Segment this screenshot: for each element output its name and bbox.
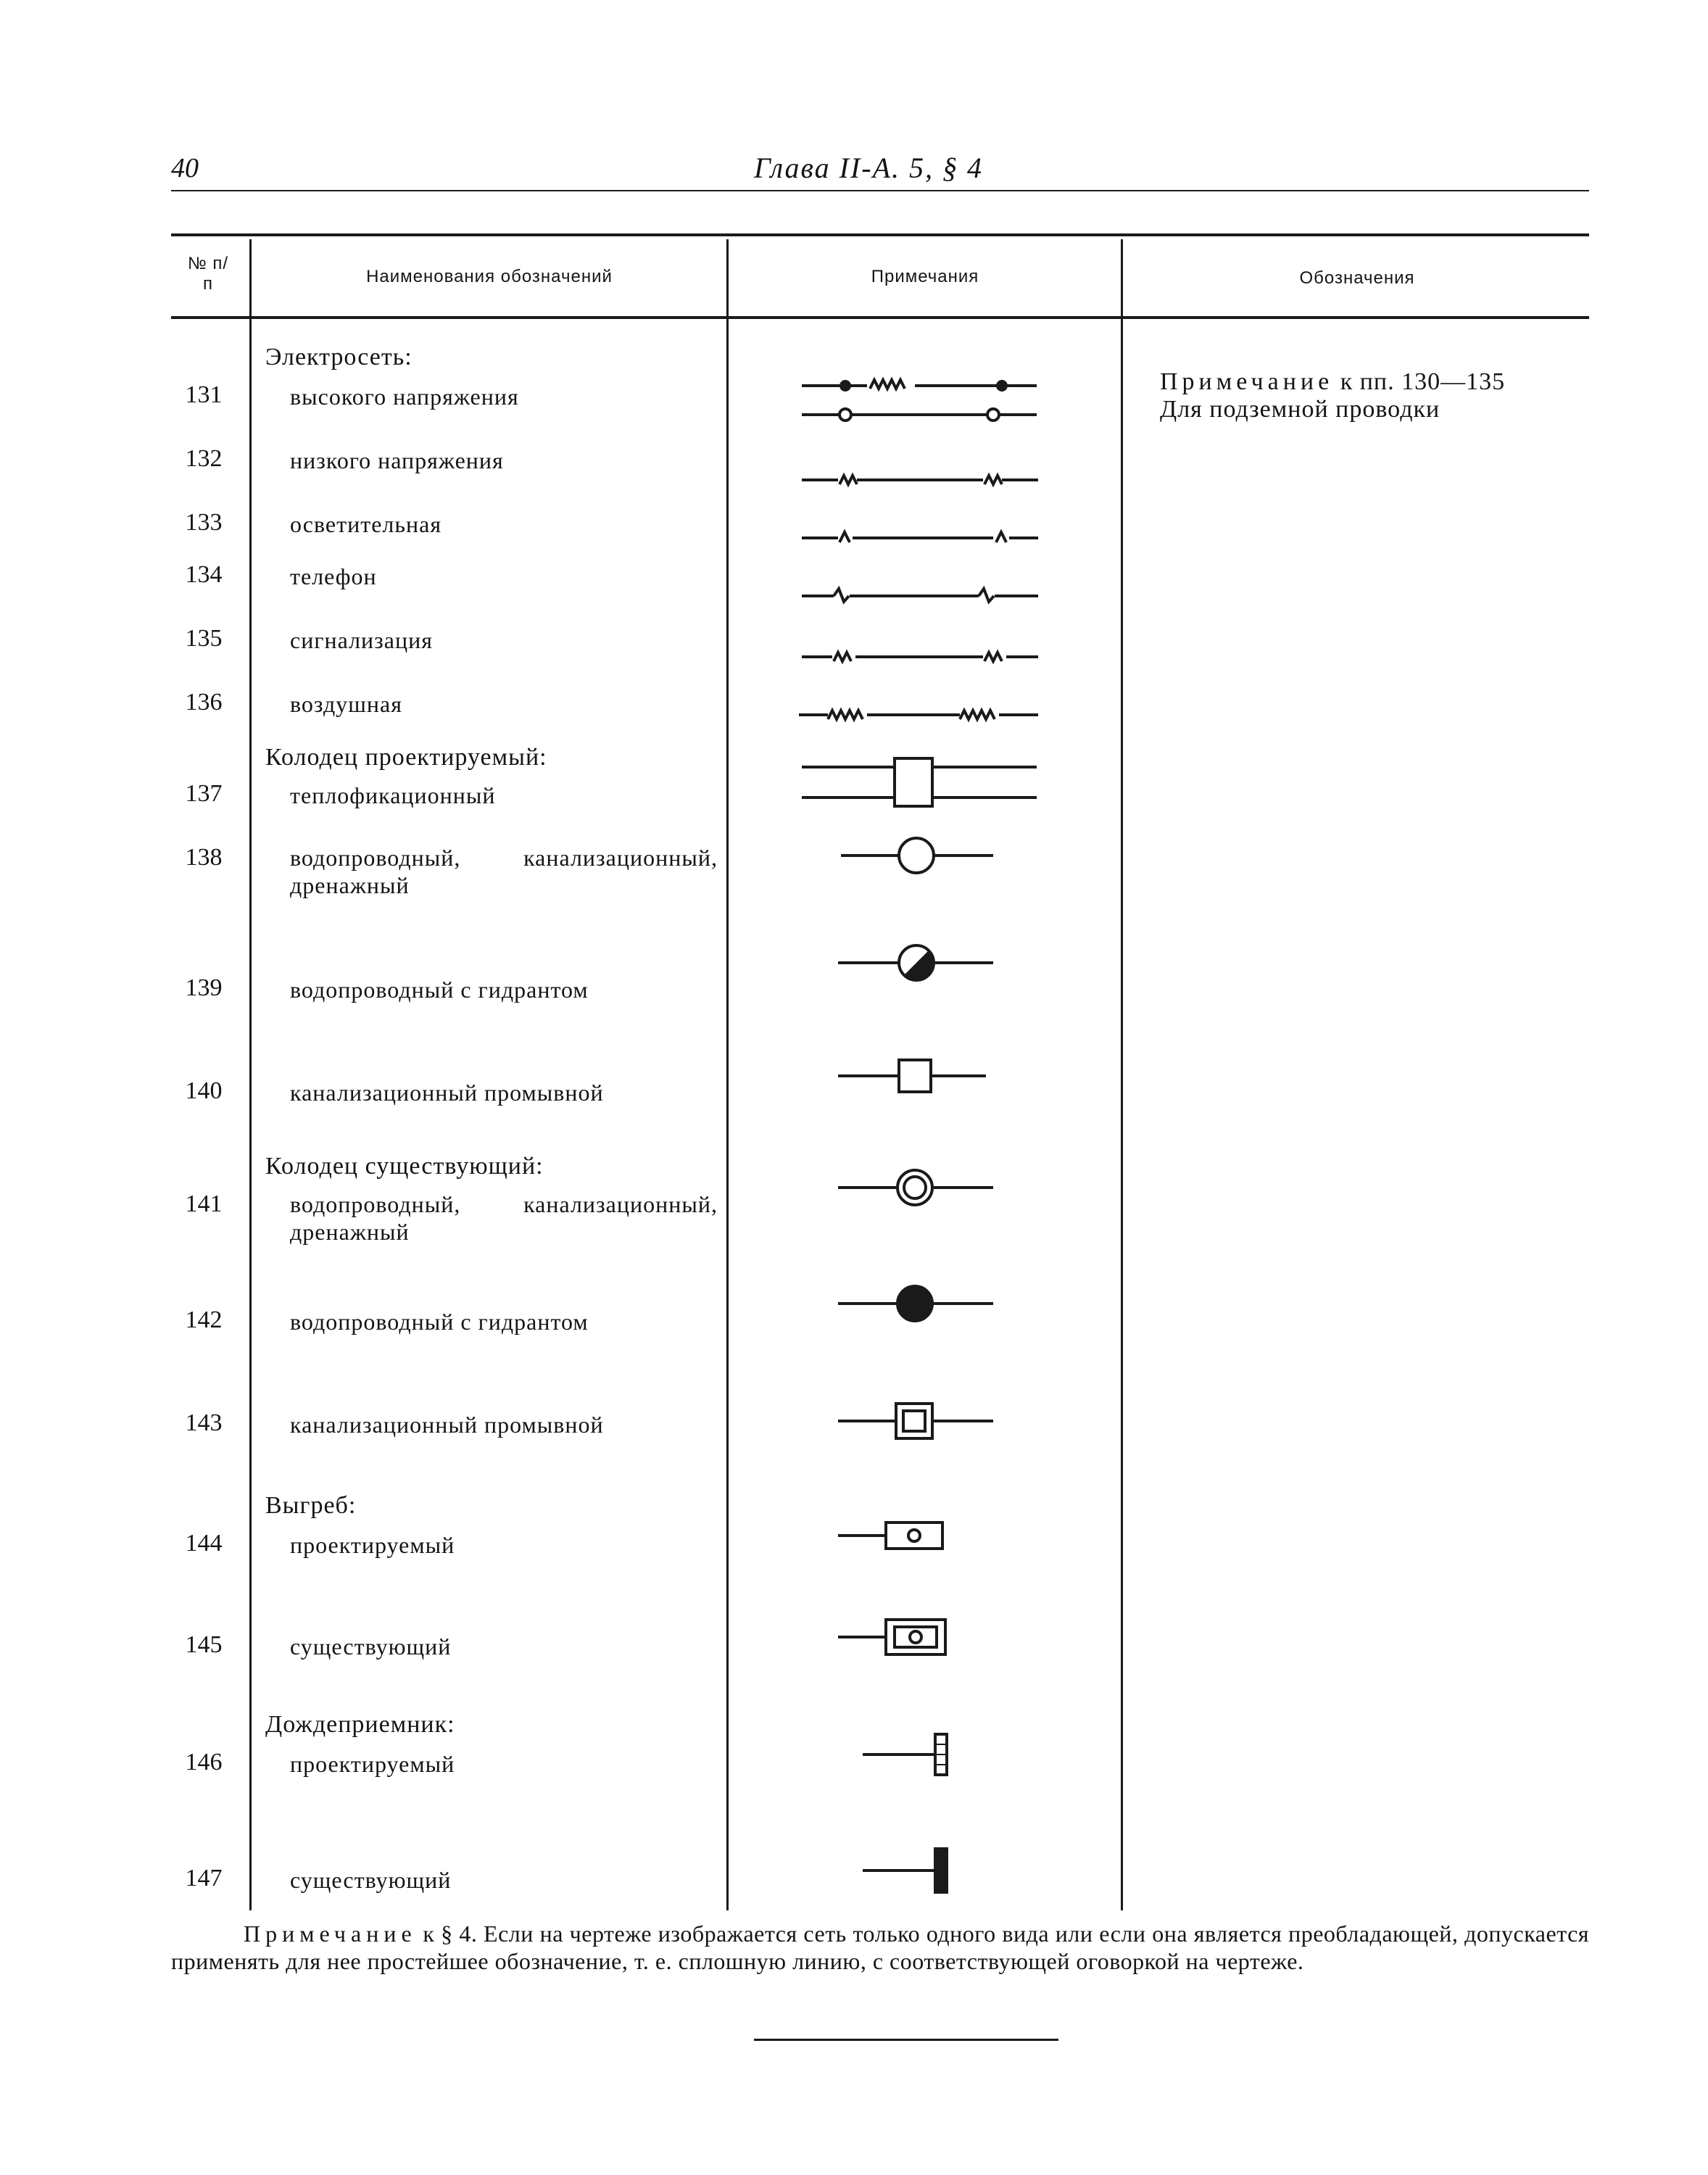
hv-powerline-icon: [797, 370, 1051, 428]
overhead-line-icon: [795, 699, 1048, 728]
row-number: 142: [185, 1306, 223, 1333]
row-number: 139: [185, 974, 223, 1001]
col-divider-3: [1121, 239, 1123, 1910]
row-name: осветительная: [290, 511, 442, 537]
row-name: теплофикационный: [290, 782, 496, 808]
hydrant-well-existing-icon: [834, 1282, 1000, 1325]
row-number: 131: [185, 381, 223, 408]
row-number: 137: [185, 780, 223, 807]
group-planned-well: Колодец проектируемый:: [265, 744, 547, 771]
row-name: канализационный промывной: [290, 1080, 604, 1106]
row-number: 138: [185, 844, 223, 871]
header-rule: [171, 190, 1589, 191]
row-name: проектируемый: [290, 1751, 455, 1777]
water-well-planned-icon: [834, 834, 1000, 877]
row-number: 135: [185, 625, 223, 652]
col-divider-2: [726, 239, 729, 1910]
telephone-line-icon: [797, 580, 1051, 609]
row-name: водопроводный с гидрантом: [290, 1309, 589, 1335]
row-number: 144: [185, 1530, 223, 1557]
row-number: 133: [185, 509, 223, 536]
group-electric-network: Электросеть:: [265, 344, 413, 370]
signal-line-icon: [797, 641, 1051, 670]
header-num: № п/п: [187, 254, 229, 294]
table-head-rule: [171, 316, 1589, 319]
header-notes: Обозначения: [1299, 268, 1415, 288]
footnote-label: Примечание: [244, 1921, 417, 1947]
hydrant-well-planned-icon: [834, 941, 1000, 985]
row-number: 147: [185, 1865, 223, 1892]
side-note: [1160, 368, 1505, 423]
row-name: водопроводный с гидрантом: [290, 977, 589, 1003]
row-name: низкого напряжения: [290, 447, 504, 473]
cesspool-planned-icon: [834, 1514, 964, 1557]
row-name: проектируемый: [290, 1532, 455, 1558]
storm-inlet-existing-icon: [855, 1842, 964, 1900]
footnote: [171, 1920, 1589, 1975]
row-number: 134: [185, 561, 223, 588]
page-number: 40: [171, 153, 199, 183]
row-number: 145: [185, 1631, 223, 1658]
row-name: телефон: [290, 563, 377, 589]
row-number: 140: [185, 1077, 223, 1104]
row-name: высокого напряжения: [290, 384, 519, 410]
side-note-range: к пп. 130—135: [1340, 368, 1506, 395]
row-number: 132: [185, 445, 223, 472]
col-divider-1: [249, 239, 252, 1910]
row-number: 141: [185, 1190, 223, 1217]
row-name: воздушная: [290, 691, 402, 717]
heating-well-icon: [797, 754, 1051, 812]
water-well-existing-icon: [834, 1166, 1000, 1209]
row-name: канализационный промывной: [290, 1412, 604, 1438]
row-name: существующий: [290, 1633, 452, 1660]
cesspool-existing-icon: [834, 1612, 964, 1663]
row-number: 146: [185, 1749, 223, 1776]
group-cesspool: Выгреб:: [265, 1492, 357, 1519]
row-number: 136: [185, 689, 223, 716]
table-top-rule: [171, 233, 1589, 236]
footnote-text: к § 4. Если на чертеже изображается сеть только одного вида или если она является преобладающей, допускается применять для нее простейшее обозначение, т. е. сплошную линию, с соответствующей оговоркой на чертеже.: [171, 1921, 1590, 1974]
chapter-title: Глава II-А. 5, § 4: [754, 152, 984, 184]
group-existing-well: Колодец существующий:: [265, 1153, 544, 1180]
storm-inlet-planned-icon: [855, 1726, 964, 1784]
flush-well-existing-icon: [834, 1399, 1000, 1443]
side-note-label: Примечание: [1160, 368, 1334, 395]
end-rule: [754, 2039, 1058, 2041]
row-name: сигнализация: [290, 627, 433, 653]
side-note-text: Для подземной проводки: [1160, 396, 1440, 423]
header-name: Наименования обозначений: [366, 267, 613, 286]
lv-powerline-icon: [797, 464, 1051, 493]
row-number: 143: [185, 1409, 223, 1436]
flush-well-planned-icon: [834, 1054, 1000, 1098]
header-symbol: Примечания: [871, 267, 979, 286]
row-name: существующий: [290, 1867, 452, 1893]
lighting-line-icon: [797, 522, 1051, 551]
group-storm-inlet: Дождеприемник:: [265, 1711, 455, 1738]
row-name: водопроводный, канализационный, дренажный: [290, 1191, 718, 1245]
row-name: водопроводный, канализационный, дренажный: [290, 845, 718, 898]
